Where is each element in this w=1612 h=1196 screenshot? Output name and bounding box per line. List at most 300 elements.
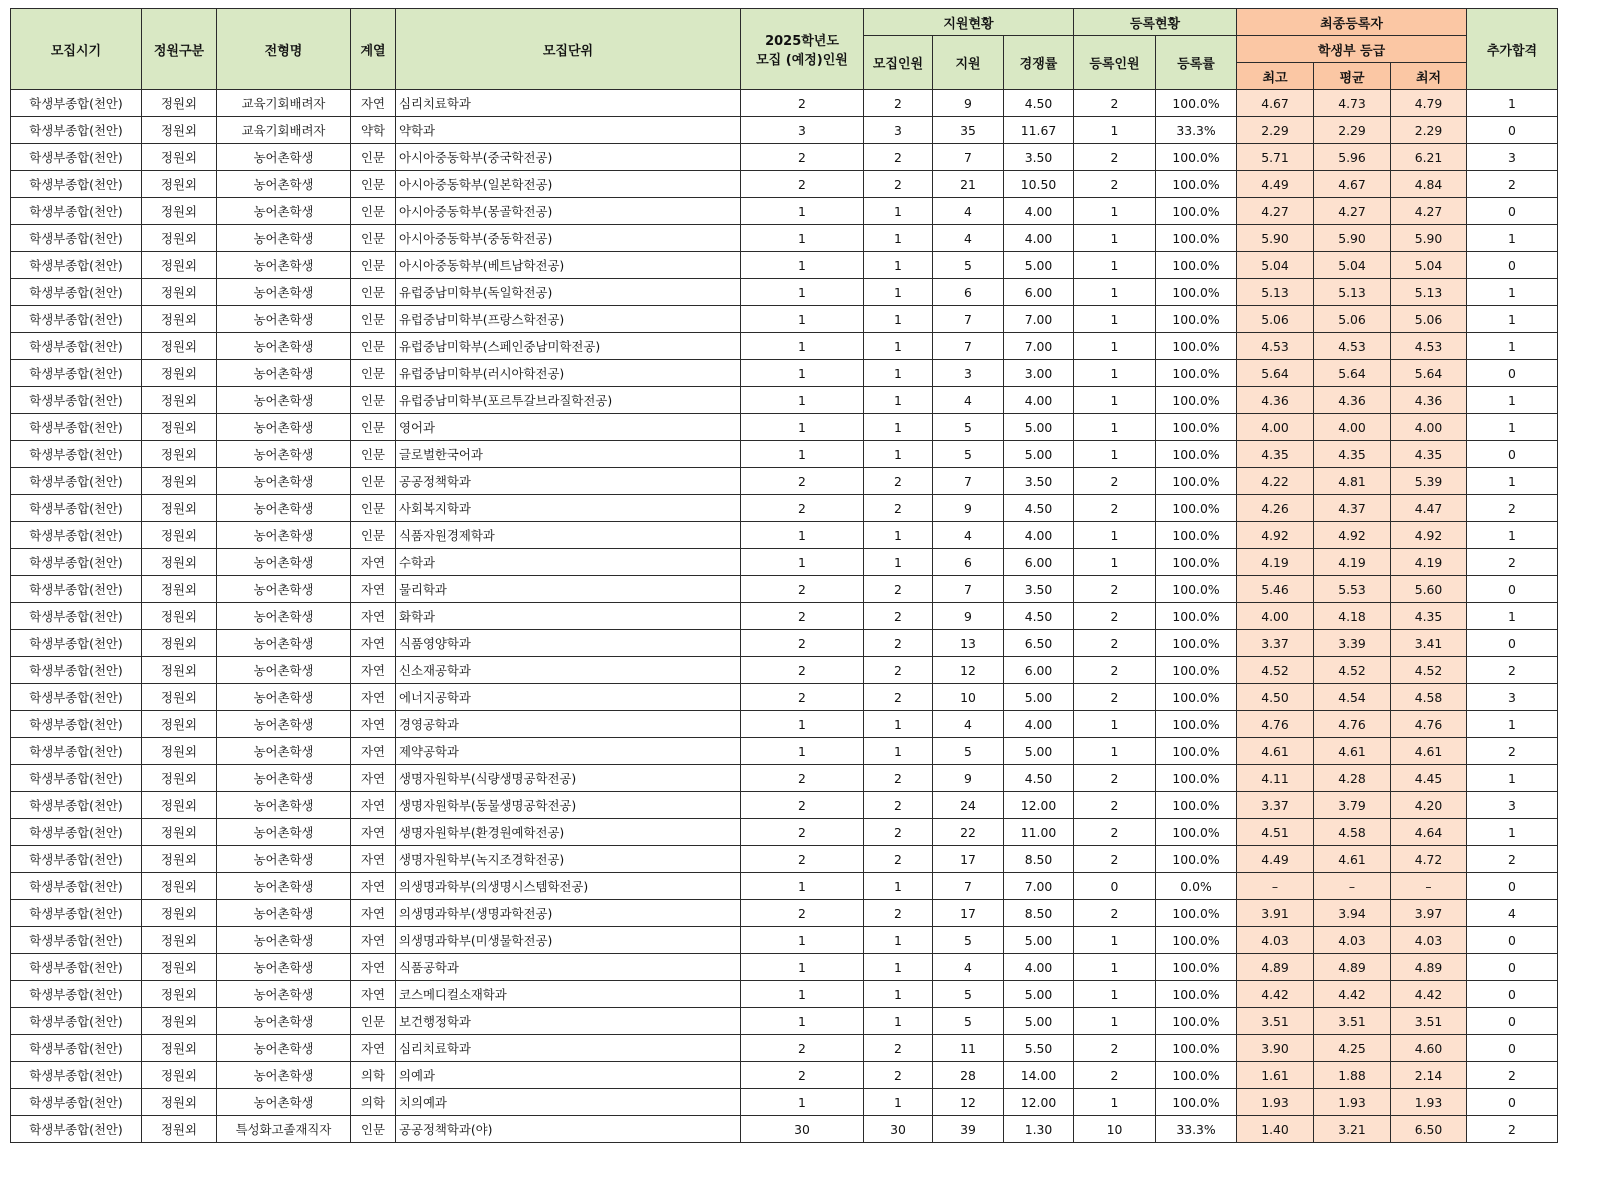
cell-planned: 1 <box>741 198 864 225</box>
cell-grade-worst: 4.53 <box>1391 333 1467 360</box>
cell-track: 인문 <box>351 495 396 522</box>
cell-track: 자연 <box>351 981 396 1008</box>
cell-period: 학생부종합(천안) <box>11 1062 142 1089</box>
cell-unit: 물리학과 <box>396 576 741 603</box>
cell-grade-best: 1.93 <box>1237 1089 1314 1116</box>
table-row <box>11 1062 1558 1089</box>
cell-reg-count: 2 <box>1074 630 1156 657</box>
cell-track: 자연 <box>351 954 396 981</box>
cell-apply-recruit: 2 <box>864 495 933 522</box>
cell-reg-rate: 100.0% <box>1156 981 1237 1008</box>
cell-apply-applicants: 39 <box>933 1116 1004 1143</box>
cell-quota-type: 정원외 <box>142 1008 217 1035</box>
cell-grade-avg: 4.19 <box>1314 549 1391 576</box>
cell-grade-avg: 1.93 <box>1314 1089 1391 1116</box>
cell-admission-type: 농어촌학생 <box>217 171 351 198</box>
cell-quota-type: 정원외 <box>142 468 217 495</box>
cell-period: 학생부종합(천안) <box>11 387 142 414</box>
cell-grade-avg: 5.90 <box>1314 225 1391 252</box>
cell-grade-avg: 4.58 <box>1314 819 1391 846</box>
table-row <box>11 981 1558 1008</box>
cell-extra: 3 <box>1467 792 1558 819</box>
header-apply-ratio: 경쟁률 <box>1004 36 1074 90</box>
cell-period: 학생부종합(천안) <box>11 198 142 225</box>
cell-apply-ratio: 12.00 <box>1004 1089 1074 1116</box>
cell-reg-rate: 100.0% <box>1156 441 1237 468</box>
cell-apply-applicants: 4 <box>933 198 1004 225</box>
cell-reg-count: 1 <box>1074 198 1156 225</box>
cell-unit: 수학과 <box>396 549 741 576</box>
cell-reg-count: 2 <box>1074 684 1156 711</box>
header-planned-line2: 모집 (예정)인원 <box>756 53 848 68</box>
cell-extra: 0 <box>1467 360 1558 387</box>
cell-planned: 1 <box>741 360 864 387</box>
cell-extra: 2 <box>1467 549 1558 576</box>
cell-quota-type: 정원외 <box>142 117 217 144</box>
header-admission-type: 전형명 <box>217 9 351 90</box>
table-row <box>11 1008 1558 1035</box>
cell-reg-rate: 100.0% <box>1156 657 1237 684</box>
table-row <box>11 252 1558 279</box>
cell-period: 학생부종합(천안) <box>11 657 142 684</box>
cell-period: 학생부종합(천안) <box>11 225 142 252</box>
cell-planned: 2 <box>741 576 864 603</box>
cell-apply-recruit: 1 <box>864 198 933 225</box>
cell-grade-best: 4.11 <box>1237 765 1314 792</box>
cell-admission-type: 교육기회배려자 <box>217 90 351 117</box>
header-unit: 모집단위 <box>396 9 741 90</box>
cell-quota-type: 정원외 <box>142 225 217 252</box>
cell-grade-best: 4.00 <box>1237 414 1314 441</box>
cell-grade-best: 4.36 <box>1237 387 1314 414</box>
cell-apply-ratio: 4.50 <box>1004 90 1074 117</box>
cell-grade-avg: 4.54 <box>1314 684 1391 711</box>
cell-period: 학생부종합(천안) <box>11 738 142 765</box>
cell-reg-count: 2 <box>1074 495 1156 522</box>
cell-grade-avg: 4.37 <box>1314 495 1391 522</box>
cell-grade-worst: 4.35 <box>1391 603 1467 630</box>
cell-period: 학생부종합(천안) <box>11 981 142 1008</box>
cell-grade-best: 1.61 <box>1237 1062 1314 1089</box>
cell-extra: 0 <box>1467 1008 1558 1035</box>
header-apply-applicants: 지원 <box>933 36 1004 90</box>
cell-extra: 2 <box>1467 846 1558 873</box>
cell-extra: 3 <box>1467 144 1558 171</box>
cell-unit: 공공정책학과(야) <box>396 1116 741 1143</box>
cell-unit: 유럽중남미학부(포르투갈브라질학전공) <box>396 387 741 414</box>
cell-apply-applicants: 35 <box>933 117 1004 144</box>
cell-quota-type: 정원외 <box>142 603 217 630</box>
cell-quota-type: 정원외 <box>142 522 217 549</box>
cell-quota-type: 정원외 <box>142 1062 217 1089</box>
cell-apply-recruit: 2 <box>864 1062 933 1089</box>
cell-track: 자연 <box>351 819 396 846</box>
cell-admission-type: 농어촌학생 <box>217 1089 351 1116</box>
cell-unit: 제약공학과 <box>396 738 741 765</box>
cell-apply-applicants: 7 <box>933 306 1004 333</box>
cell-reg-count: 2 <box>1074 90 1156 117</box>
cell-reg-rate: 100.0% <box>1156 306 1237 333</box>
table-row <box>11 1116 1558 1143</box>
cell-apply-applicants: 4 <box>933 954 1004 981</box>
cell-apply-recruit: 2 <box>864 171 933 198</box>
cell-reg-count: 10 <box>1074 1116 1156 1143</box>
cell-apply-recruit: 1 <box>864 927 933 954</box>
cell-admission-type: 농어촌학생 <box>217 522 351 549</box>
cell-grade-avg: 4.89 <box>1314 954 1391 981</box>
cell-unit: 아시아중동학부(일본학전공) <box>396 171 741 198</box>
cell-apply-ratio: 6.00 <box>1004 279 1074 306</box>
cell-apply-applicants: 5 <box>933 927 1004 954</box>
cell-reg-rate: 100.0% <box>1156 711 1237 738</box>
cell-grade-best: 5.13 <box>1237 279 1314 306</box>
table-row <box>11 576 1558 603</box>
cell-period: 학생부종합(천안) <box>11 144 142 171</box>
cell-apply-recruit: 2 <box>864 765 933 792</box>
cell-reg-count: 2 <box>1074 765 1156 792</box>
cell-quota-type: 정원외 <box>142 657 217 684</box>
cell-apply-recruit: 1 <box>864 252 933 279</box>
cell-unit: 경영공학과 <box>396 711 741 738</box>
cell-reg-count: 1 <box>1074 1008 1156 1035</box>
table-row <box>11 657 1558 684</box>
cell-planned: 2 <box>741 495 864 522</box>
cell-reg-count: 1 <box>1074 981 1156 1008</box>
cell-grade-best: 4.03 <box>1237 927 1314 954</box>
header-apply-group: 지원현황 <box>864 9 1074 36</box>
cell-track: 자연 <box>351 900 396 927</box>
cell-grade-worst: – <box>1391 873 1467 900</box>
table-row <box>11 819 1558 846</box>
cell-reg-rate: 100.0% <box>1156 684 1237 711</box>
cell-track: 인문 <box>351 333 396 360</box>
cell-grade-best: 5.64 <box>1237 360 1314 387</box>
cell-extra: 0 <box>1467 1089 1558 1116</box>
cell-quota-type: 정원외 <box>142 306 217 333</box>
cell-grade-avg: 3.79 <box>1314 792 1391 819</box>
cell-track: 인문 <box>351 441 396 468</box>
cell-apply-ratio: 3.50 <box>1004 468 1074 495</box>
cell-apply-ratio: 4.50 <box>1004 495 1074 522</box>
cell-grade-worst: 4.35 <box>1391 441 1467 468</box>
cell-grade-best: 5.06 <box>1237 306 1314 333</box>
cell-planned: 2 <box>741 468 864 495</box>
cell-period: 학생부종합(천안) <box>11 927 142 954</box>
cell-extra: 0 <box>1467 873 1558 900</box>
cell-unit: 식품영양학과 <box>396 630 741 657</box>
cell-track: 자연 <box>351 630 396 657</box>
cell-unit: 글로벌한국어과 <box>396 441 741 468</box>
cell-extra: 2 <box>1467 738 1558 765</box>
cell-reg-rate: 100.0% <box>1156 576 1237 603</box>
table-row <box>11 441 1558 468</box>
table-row <box>11 387 1558 414</box>
cell-planned: 30 <box>741 1116 864 1143</box>
cell-grade-worst: 4.72 <box>1391 846 1467 873</box>
cell-grade-best: 3.37 <box>1237 630 1314 657</box>
cell-reg-count: 1 <box>1074 252 1156 279</box>
cell-planned: 2 <box>741 630 864 657</box>
header-grade-group: 학생부 등급 <box>1237 36 1467 63</box>
cell-admission-type: 농어촌학생 <box>217 1035 351 1062</box>
cell-grade-best: 4.67 <box>1237 90 1314 117</box>
cell-reg-rate: 100.0% <box>1156 279 1237 306</box>
cell-period: 학생부종합(천안) <box>11 495 142 522</box>
cell-unit: 유럽중남미학부(스페인중남미학전공) <box>396 333 741 360</box>
cell-quota-type: 정원외 <box>142 738 217 765</box>
cell-reg-count: 1 <box>1074 117 1156 144</box>
cell-period: 학생부종합(천안) <box>11 414 142 441</box>
cell-apply-ratio: 1.30 <box>1004 1116 1074 1143</box>
cell-period: 학생부종합(천안) <box>11 711 142 738</box>
cell-extra: 2 <box>1467 171 1558 198</box>
cell-reg-count: 1 <box>1074 279 1156 306</box>
table-row <box>11 198 1558 225</box>
cell-apply-applicants: 12 <box>933 1089 1004 1116</box>
cell-reg-rate: 100.0% <box>1156 900 1237 927</box>
cell-track: 자연 <box>351 792 396 819</box>
cell-planned: 1 <box>741 954 864 981</box>
admission-results-sheet <box>10 8 1558 1143</box>
cell-extra: 0 <box>1467 954 1558 981</box>
cell-planned: 1 <box>741 738 864 765</box>
table-row <box>11 333 1558 360</box>
cell-apply-recruit: 2 <box>864 819 933 846</box>
cell-apply-recruit: 2 <box>864 792 933 819</box>
cell-apply-applicants: 5 <box>933 738 1004 765</box>
table-row <box>11 144 1558 171</box>
cell-quota-type: 정원외 <box>142 927 217 954</box>
cell-apply-recruit: 1 <box>864 711 933 738</box>
table-row <box>11 117 1558 144</box>
cell-reg-count: 1 <box>1074 387 1156 414</box>
cell-grade-avg: 4.61 <box>1314 846 1391 873</box>
cell-period: 학생부종합(천안) <box>11 684 142 711</box>
cell-apply-ratio: 4.00 <box>1004 225 1074 252</box>
cell-reg-count: 1 <box>1074 414 1156 441</box>
cell-extra: 2 <box>1467 1062 1558 1089</box>
cell-unit: 영어과 <box>396 414 741 441</box>
cell-extra: 1 <box>1467 603 1558 630</box>
cell-apply-applicants: 6 <box>933 549 1004 576</box>
cell-reg-count: 2 <box>1074 1062 1156 1089</box>
cell-reg-count: 2 <box>1074 468 1156 495</box>
cell-admission-type: 농어촌학생 <box>217 846 351 873</box>
cell-grade-worst: 3.41 <box>1391 630 1467 657</box>
cell-unit: 의예과 <box>396 1062 741 1089</box>
cell-unit: 의생명과학부(미생물학전공) <box>396 927 741 954</box>
cell-apply-ratio: 7.00 <box>1004 873 1074 900</box>
cell-reg-count: 1 <box>1074 738 1156 765</box>
cell-grade-avg: 1.88 <box>1314 1062 1391 1089</box>
table-row <box>11 414 1558 441</box>
cell-apply-applicants: 21 <box>933 171 1004 198</box>
cell-apply-ratio: 5.00 <box>1004 414 1074 441</box>
cell-apply-applicants: 4 <box>933 225 1004 252</box>
cell-grade-worst: 4.84 <box>1391 171 1467 198</box>
cell-unit: 유럽중남미학부(러시아학전공) <box>396 360 741 387</box>
cell-planned: 1 <box>741 873 864 900</box>
cell-apply-ratio: 4.00 <box>1004 198 1074 225</box>
header-reg-group: 등록현황 <box>1074 9 1237 36</box>
cell-apply-ratio: 6.50 <box>1004 630 1074 657</box>
cell-grade-worst: 5.06 <box>1391 306 1467 333</box>
cell-grade-avg: 5.53 <box>1314 576 1391 603</box>
cell-apply-applicants: 12 <box>933 657 1004 684</box>
cell-grade-best: 4.61 <box>1237 738 1314 765</box>
cell-apply-applicants: 10 <box>933 684 1004 711</box>
cell-reg-rate: 33.3% <box>1156 1116 1237 1143</box>
cell-grade-avg: 4.25 <box>1314 1035 1391 1062</box>
header-grade-best: 최고 <box>1237 63 1314 90</box>
cell-period: 학생부종합(천안) <box>11 468 142 495</box>
cell-unit: 식품자원경제학과 <box>396 522 741 549</box>
cell-reg-count: 0 <box>1074 873 1156 900</box>
cell-apply-ratio: 4.00 <box>1004 954 1074 981</box>
cell-admission-type: 농어촌학생 <box>217 1062 351 1089</box>
cell-track: 인문 <box>351 171 396 198</box>
cell-track: 약학 <box>351 117 396 144</box>
cell-planned: 1 <box>741 225 864 252</box>
cell-apply-ratio: 10.50 <box>1004 171 1074 198</box>
cell-track: 자연 <box>351 873 396 900</box>
cell-reg-rate: 33.3% <box>1156 117 1237 144</box>
cell-grade-avg: 4.18 <box>1314 603 1391 630</box>
cell-apply-ratio: 6.00 <box>1004 549 1074 576</box>
cell-unit: 유럽중남미학부(프랑스학전공) <box>396 306 741 333</box>
cell-period: 학생부종합(천안) <box>11 549 142 576</box>
cell-reg-count: 2 <box>1074 792 1156 819</box>
cell-extra: 0 <box>1467 1035 1558 1062</box>
cell-admission-type: 농어촌학생 <box>217 441 351 468</box>
cell-grade-avg: 4.73 <box>1314 90 1391 117</box>
cell-grade-worst: 4.76 <box>1391 711 1467 738</box>
cell-period: 학생부종합(천안) <box>11 873 142 900</box>
cell-reg-rate: 100.0% <box>1156 414 1237 441</box>
cell-reg-count: 2 <box>1074 576 1156 603</box>
table-row <box>11 279 1558 306</box>
cell-track: 인문 <box>351 468 396 495</box>
cell-admission-type: 농어촌학생 <box>217 468 351 495</box>
cell-grade-worst: 1.93 <box>1391 1089 1467 1116</box>
cell-extra: 1 <box>1467 333 1558 360</box>
cell-quota-type: 정원외 <box>142 387 217 414</box>
cell-admission-type: 농어촌학생 <box>217 1008 351 1035</box>
cell-planned: 2 <box>741 603 864 630</box>
cell-quota-type: 정원외 <box>142 495 217 522</box>
cell-apply-ratio: 5.00 <box>1004 981 1074 1008</box>
cell-reg-rate: 100.0% <box>1156 792 1237 819</box>
cell-extra: 0 <box>1467 441 1558 468</box>
cell-grade-avg: 3.94 <box>1314 900 1391 927</box>
cell-apply-ratio: 5.00 <box>1004 738 1074 765</box>
cell-apply-ratio: 4.00 <box>1004 522 1074 549</box>
table-row <box>11 792 1558 819</box>
cell-grade-best: 4.92 <box>1237 522 1314 549</box>
cell-admission-type: 농어촌학생 <box>217 630 351 657</box>
header-quota-type: 정원구분 <box>142 9 217 90</box>
cell-unit: 공공정책학과 <box>396 468 741 495</box>
cell-apply-recruit: 2 <box>864 576 933 603</box>
cell-apply-ratio: 5.00 <box>1004 441 1074 468</box>
cell-quota-type: 정원외 <box>142 1116 217 1143</box>
cell-admission-type: 농어촌학생 <box>217 144 351 171</box>
cell-apply-applicants: 7 <box>933 144 1004 171</box>
cell-period: 학생부종합(천안) <box>11 1116 142 1143</box>
cell-apply-ratio: 12.00 <box>1004 792 1074 819</box>
cell-apply-applicants: 13 <box>933 630 1004 657</box>
cell-admission-type: 농어촌학생 <box>217 549 351 576</box>
cell-planned: 2 <box>741 792 864 819</box>
cell-grade-avg: 3.39 <box>1314 630 1391 657</box>
cell-apply-recruit: 2 <box>864 144 933 171</box>
cell-reg-rate: 100.0% <box>1156 468 1237 495</box>
cell-track: 인문 <box>351 1008 396 1035</box>
cell-grade-best: 3.37 <box>1237 792 1314 819</box>
cell-quota-type: 정원외 <box>142 711 217 738</box>
cell-unit: 생명자원학부(식량생명공학전공) <box>396 765 741 792</box>
cell-reg-rate: 100.0% <box>1156 846 1237 873</box>
table-row <box>11 360 1558 387</box>
cell-grade-worst: 5.64 <box>1391 360 1467 387</box>
cell-reg-count: 1 <box>1074 549 1156 576</box>
cell-reg-count: 2 <box>1074 1035 1156 1062</box>
cell-grade-worst: 5.13 <box>1391 279 1467 306</box>
cell-grade-worst: 4.64 <box>1391 819 1467 846</box>
cell-grade-avg: 4.36 <box>1314 387 1391 414</box>
header-reg-rate: 등록률 <box>1156 36 1237 90</box>
cell-extra: 1 <box>1467 279 1558 306</box>
cell-period: 학생부종합(천안) <box>11 1089 142 1116</box>
cell-reg-count: 1 <box>1074 711 1156 738</box>
cell-admission-type: 농어촌학생 <box>217 738 351 765</box>
cell-apply-ratio: 5.50 <box>1004 1035 1074 1062</box>
cell-reg-count: 2 <box>1074 603 1156 630</box>
table-row <box>11 495 1558 522</box>
cell-grade-avg: 4.27 <box>1314 198 1391 225</box>
cell-extra: 1 <box>1467 414 1558 441</box>
cell-quota-type: 정원외 <box>142 549 217 576</box>
cell-quota-type: 정원외 <box>142 900 217 927</box>
cell-track: 인문 <box>351 360 396 387</box>
cell-grade-worst: 4.45 <box>1391 765 1467 792</box>
cell-planned: 2 <box>741 657 864 684</box>
cell-admission-type: 농어촌학생 <box>217 873 351 900</box>
cell-grade-avg: 4.52 <box>1314 657 1391 684</box>
cell-grade-best: 3.90 <box>1237 1035 1314 1062</box>
cell-grade-worst: 4.03 <box>1391 927 1467 954</box>
table-row <box>11 630 1558 657</box>
cell-grade-worst: 5.39 <box>1391 468 1467 495</box>
cell-quota-type: 정원외 <box>142 144 217 171</box>
cell-extra: 2 <box>1467 1116 1558 1143</box>
table-row <box>11 1035 1558 1062</box>
cell-quota-type: 정원외 <box>142 630 217 657</box>
cell-apply-applicants: 5 <box>933 252 1004 279</box>
cell-reg-count: 1 <box>1074 225 1156 252</box>
cell-apply-applicants: 11 <box>933 1035 1004 1062</box>
table-row <box>11 873 1558 900</box>
cell-grade-worst: 2.29 <box>1391 117 1467 144</box>
cell-quota-type: 정원외 <box>142 1089 217 1116</box>
cell-grade-avg: 3.21 <box>1314 1116 1391 1143</box>
cell-apply-recruit: 1 <box>864 279 933 306</box>
cell-quota-type: 정원외 <box>142 954 217 981</box>
cell-grade-best: 5.71 <box>1237 144 1314 171</box>
cell-reg-rate: 100.0% <box>1156 1035 1237 1062</box>
cell-apply-ratio: 3.00 <box>1004 360 1074 387</box>
cell-unit: 에너지공학과 <box>396 684 741 711</box>
